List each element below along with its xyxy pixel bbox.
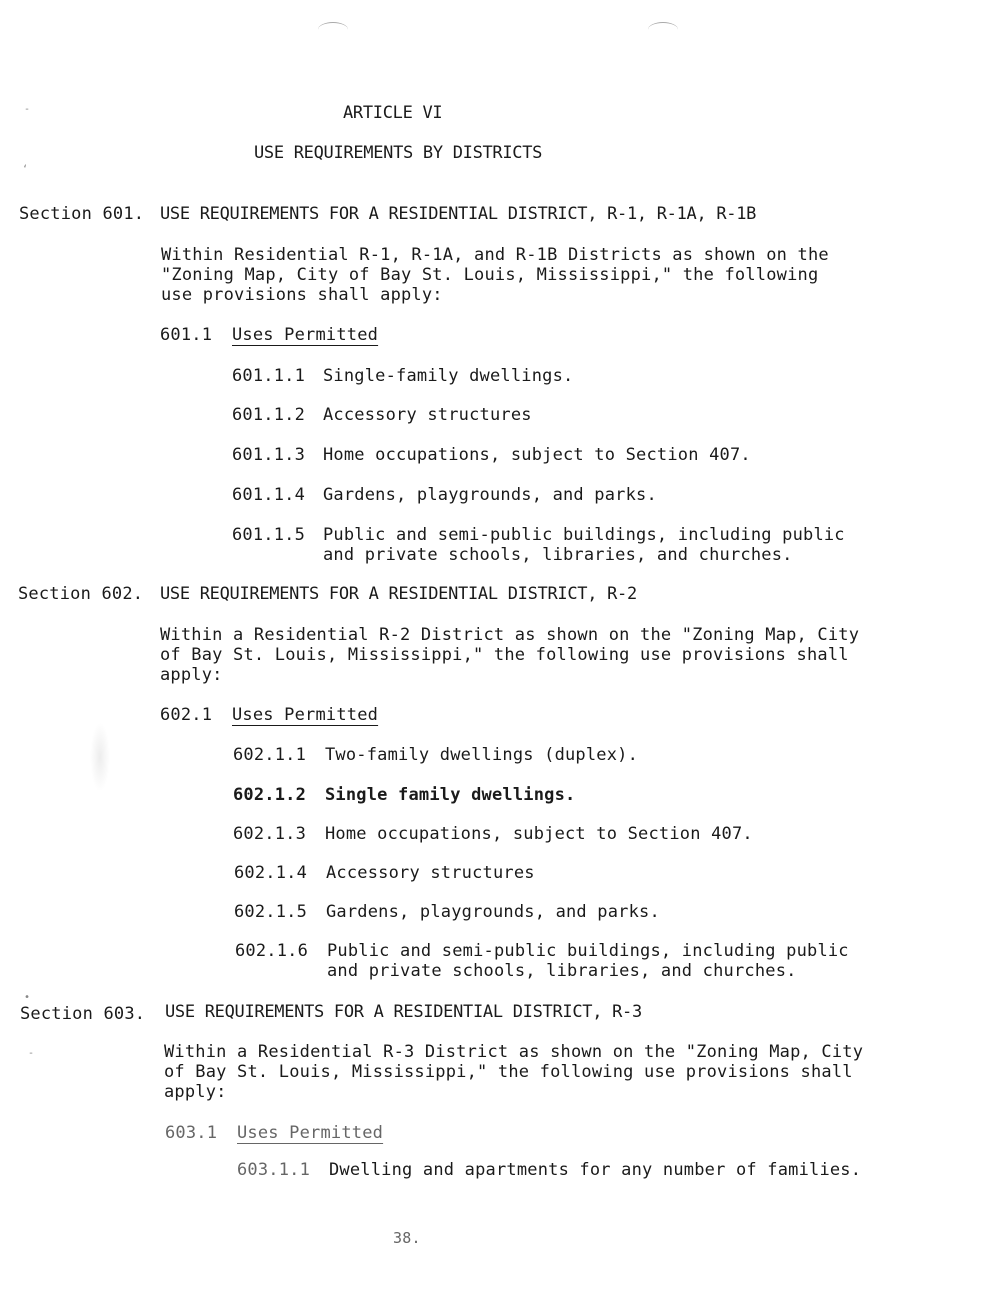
intro-line: use provisions shall apply: (161, 285, 443, 305)
item-number: 602.1.5 (234, 902, 308, 922)
item-text: Dwelling and apartments for any number of families. (329, 1160, 862, 1180)
intro-line: apply: (160, 665, 223, 685)
item-text (327, 941, 849, 981)
scan-mark (318, 22, 348, 37)
scan-mark (648, 22, 678, 37)
item-number: 601.1.4 (232, 485, 306, 505)
subsection-title: Uses Permitted (237, 1123, 384, 1143)
section-heading: USE REQUIREMENTS FOR A RESIDENTIAL DISTRICT, R-1, R-1A, R-1B (160, 204, 757, 224)
section-intro (160, 625, 859, 685)
intro-line: "Zoning Map, City of Bay St. Louis, Mississippi," the following (161, 265, 819, 285)
item-text: Gardens, playgrounds, and parks. (326, 902, 660, 922)
item-number: 602.1.2 (233, 785, 307, 805)
item-text: Home occupations, subject to Section 407. (325, 824, 753, 844)
scan-mark: - (24, 104, 31, 115)
intro-line: of Bay St. Louis, Mississippi," the following use provisions shall (164, 1062, 853, 1082)
intro-line: of Bay St. Louis, Mississippi," the following use provisions shall (160, 645, 849, 665)
subsection-title: Uses Permitted (232, 325, 379, 345)
intro-line: apply: (164, 1082, 227, 1102)
item-number: 602.1.1 (233, 745, 307, 765)
article-title: USE REQUIREMENTS BY DISTRICTS (254, 143, 543, 163)
item-text: Gardens, playgrounds, and parks. (323, 485, 657, 505)
item-line: and private schools, libraries, and churches. (323, 545, 793, 565)
section-label: Section 602. (18, 584, 144, 604)
scan-mark: • (24, 992, 31, 1003)
subsection-number: 602.1 (160, 705, 213, 725)
item-text: Single family dwellings. (325, 785, 576, 805)
item-number: 602.1.6 (235, 941, 309, 961)
item-number: 602.1.4 (234, 863, 308, 883)
section-heading: USE REQUIREMENTS FOR A RESIDENTIAL DISTRICT, R-3 (165, 1002, 642, 1022)
scan-smudge (90, 722, 110, 792)
item-text: Accessory structures (323, 405, 532, 425)
scan-mark: ‘ (22, 164, 29, 175)
item-text: Accessory structures (326, 863, 535, 883)
intro-line: Within Residential R-1, R-1A, and R-1B Districts as shown on the (161, 245, 829, 265)
item-number: 603.1.1 (237, 1160, 311, 1180)
item-line: and private schools, libraries, and churches. (327, 961, 797, 981)
item-line: Public and semi-public buildings, including public (327, 941, 849, 961)
item-text: Two-family dwellings (duplex). (325, 745, 639, 765)
subsection-number: 601.1 (160, 325, 213, 345)
page-number: 38. (393, 1229, 421, 1247)
item-number: 601.1.3 (232, 445, 306, 465)
section-intro (161, 245, 829, 305)
item-text (323, 525, 845, 565)
subsection-number: 603.1 (165, 1123, 218, 1143)
section-heading: USE REQUIREMENTS FOR A RESIDENTIAL DISTRICT, R-2 (160, 584, 637, 604)
item-number: 601.1.2 (232, 405, 306, 425)
item-line: Public and semi-public buildings, including public (323, 525, 845, 545)
section-label: Section 603. (20, 1004, 146, 1024)
scan-mark: - (28, 1048, 35, 1059)
item-number: 602.1.3 (233, 824, 307, 844)
section-intro (164, 1042, 863, 1102)
section-label: Section 601. (19, 204, 145, 224)
item-text: Home occupations, subject to Section 407. (323, 445, 751, 465)
article-number: ARTICLE VI (343, 103, 443, 123)
subsection-title: Uses Permitted (232, 705, 379, 725)
item-text: Single-family dwellings. (323, 366, 574, 386)
intro-line: Within a Residential R-3 District as shown on the "Zoning Map, City (164, 1042, 864, 1062)
item-number: 601.1.1 (232, 366, 306, 386)
intro-line: Within a Residential R-2 District as shown on the "Zoning Map, City (160, 625, 860, 645)
item-number: 601.1.5 (232, 525, 306, 545)
